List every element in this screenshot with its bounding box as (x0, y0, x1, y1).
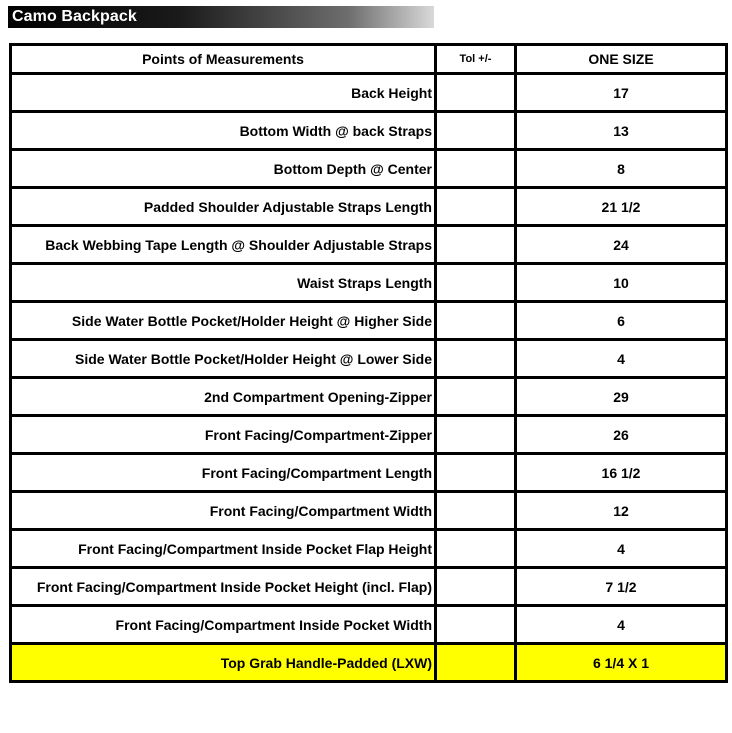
tolerance-cell (436, 112, 516, 150)
header-tolerance: Tol +/- (436, 45, 516, 74)
table-row (11, 112, 727, 150)
size-value: 4 (516, 606, 727, 644)
table-row (11, 644, 727, 682)
header-pom: Points of Measurements (11, 45, 436, 74)
page-title: Camo Backpack (12, 8, 137, 25)
tolerance-cell (436, 378, 516, 416)
measurement-point: Waist Straps Length (11, 264, 436, 302)
measurement-point: Front Facing/Compartment Inside Pocket Height (incl. Flap) (11, 568, 436, 606)
table-row (11, 264, 727, 302)
size-value: 26 (516, 416, 727, 454)
tolerance-cell (436, 416, 516, 454)
tolerance-cell (436, 226, 516, 264)
size-value: 7 1/2 (516, 568, 727, 606)
table-row (11, 340, 727, 378)
measurement-point: Front Facing/Compartment Width (11, 492, 436, 530)
measurement-point: Bottom Depth @ Center (11, 150, 436, 188)
size-value: 21 1/2 (516, 188, 727, 226)
tolerance-cell (436, 302, 516, 340)
size-value: 29 (516, 378, 727, 416)
size-value: 17 (516, 74, 727, 112)
table-body (11, 74, 727, 682)
measurement-point: Side Water Bottle Pocket/Holder Height @ Higher Side (11, 302, 436, 340)
size-value: 12 (516, 492, 727, 530)
tolerance-cell (436, 454, 516, 492)
tolerance-cell (436, 188, 516, 226)
size-value: 10 (516, 264, 727, 302)
table-row (11, 226, 727, 264)
size-value: 8 (516, 150, 727, 188)
table-row (11, 302, 727, 340)
measurement-point: Front Facing/Compartment Inside Pocket Flap Height (11, 530, 436, 568)
size-value: 13 (516, 112, 727, 150)
measurement-point: Front Facing/Compartment-Zipper (11, 416, 436, 454)
tolerance-cell (436, 568, 516, 606)
size-value: 6 (516, 302, 727, 340)
measurement-table (9, 43, 728, 683)
table-header-row (11, 45, 727, 74)
measurement-point: Back Webbing Tape Length @ Shoulder Adjustable Straps (11, 226, 436, 264)
table-row (11, 188, 727, 226)
measurement-point: Padded Shoulder Adjustable Straps Length (11, 188, 436, 226)
table-row (11, 378, 727, 416)
size-value: 24 (516, 226, 727, 264)
measurement-point: 2nd Compartment Opening-Zipper (11, 378, 436, 416)
size-value: 6 1/4 X 1 (516, 644, 727, 682)
size-value: 4 (516, 530, 727, 568)
tolerance-cell (436, 150, 516, 188)
measurement-point: Back Height (11, 74, 436, 112)
size-value: 16 1/2 (516, 454, 727, 492)
table-row (11, 454, 727, 492)
measurement-point: Bottom Width @ back Straps (11, 112, 436, 150)
measurement-point: Top Grab Handle-Padded (LXW) (11, 644, 436, 682)
size-value: 4 (516, 340, 727, 378)
table-row (11, 568, 727, 606)
table-row (11, 606, 727, 644)
tolerance-cell (436, 74, 516, 112)
table-row (11, 150, 727, 188)
measurement-point: Front Facing/Compartment Length (11, 454, 436, 492)
tolerance-cell (436, 644, 516, 682)
title-bar (8, 6, 434, 28)
tolerance-cell (436, 530, 516, 568)
tolerance-cell (436, 492, 516, 530)
table-row (11, 74, 727, 112)
tolerance-cell (436, 606, 516, 644)
table-row (11, 492, 727, 530)
tolerance-cell (436, 264, 516, 302)
measurement-point: Front Facing/Compartment Inside Pocket Width (11, 606, 436, 644)
header-one-size: ONE SIZE (516, 45, 727, 74)
tolerance-cell (436, 340, 516, 378)
measurement-point: Side Water Bottle Pocket/Holder Height @ Lower Side (11, 340, 436, 378)
table-row (11, 530, 727, 568)
table-row (11, 416, 727, 454)
